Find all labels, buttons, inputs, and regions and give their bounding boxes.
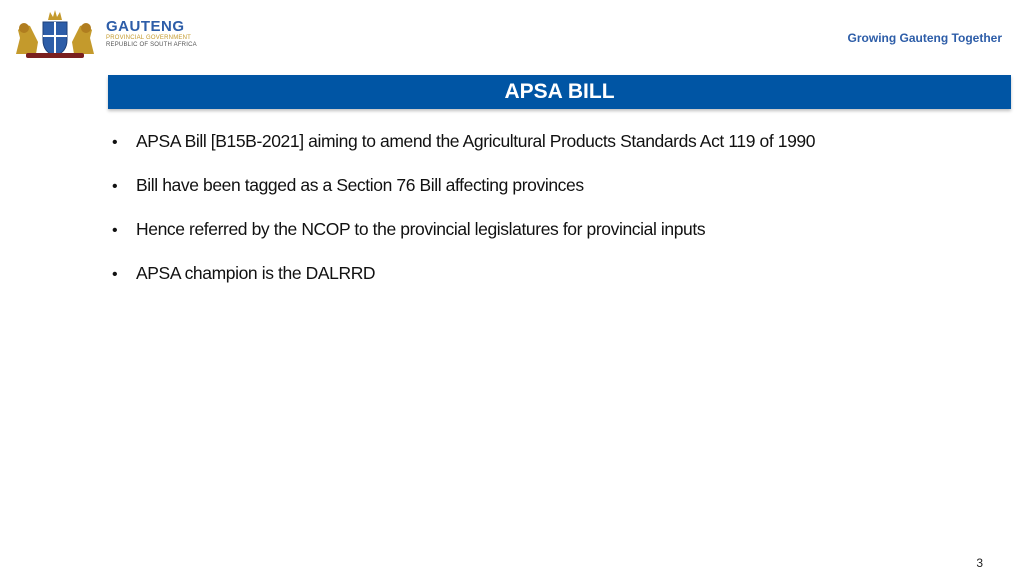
slide-title: APSA BILL (504, 80, 615, 103)
bullet-item (112, 263, 815, 307)
bullet-list (112, 131, 815, 307)
bullet-text: Hence referred by the NCOP to the provincial legislatures for provincial inputs (136, 219, 706, 239)
logo-country: REPUBLIC OF SOUTH AFRICA (106, 42, 197, 48)
bullet-text: Bill have been tagged as a Section 76 Bill affecting provinces (136, 175, 584, 195)
slogan: Growing Gauteng Together (847, 31, 1002, 45)
slide-title-bar (108, 75, 1011, 109)
bullet-item (112, 175, 815, 219)
bullet-dot-icon: • (112, 266, 118, 283)
bullet-text: APSA champion is the DALRRD (136, 263, 376, 283)
coat-of-arms-icon (10, 8, 100, 60)
bullet-item (112, 219, 815, 263)
bullet-dot-icon: • (112, 134, 118, 151)
gauteng-logo (10, 8, 210, 60)
bullet-dot-icon: • (112, 178, 118, 195)
page-number: 3 (976, 556, 983, 570)
logo-text (106, 19, 197, 49)
bullet-dot-icon: • (112, 222, 118, 239)
logo-name: GAUTENG (106, 18, 185, 35)
bullet-text: APSA Bill [B15B-2021] aiming to amend the Agricultural Products Standards Act 119 of 1990 (136, 131, 816, 151)
logo-subtitle: PROVINCIAL GOVERNMENT (106, 35, 191, 41)
bullet-item (112, 131, 815, 175)
